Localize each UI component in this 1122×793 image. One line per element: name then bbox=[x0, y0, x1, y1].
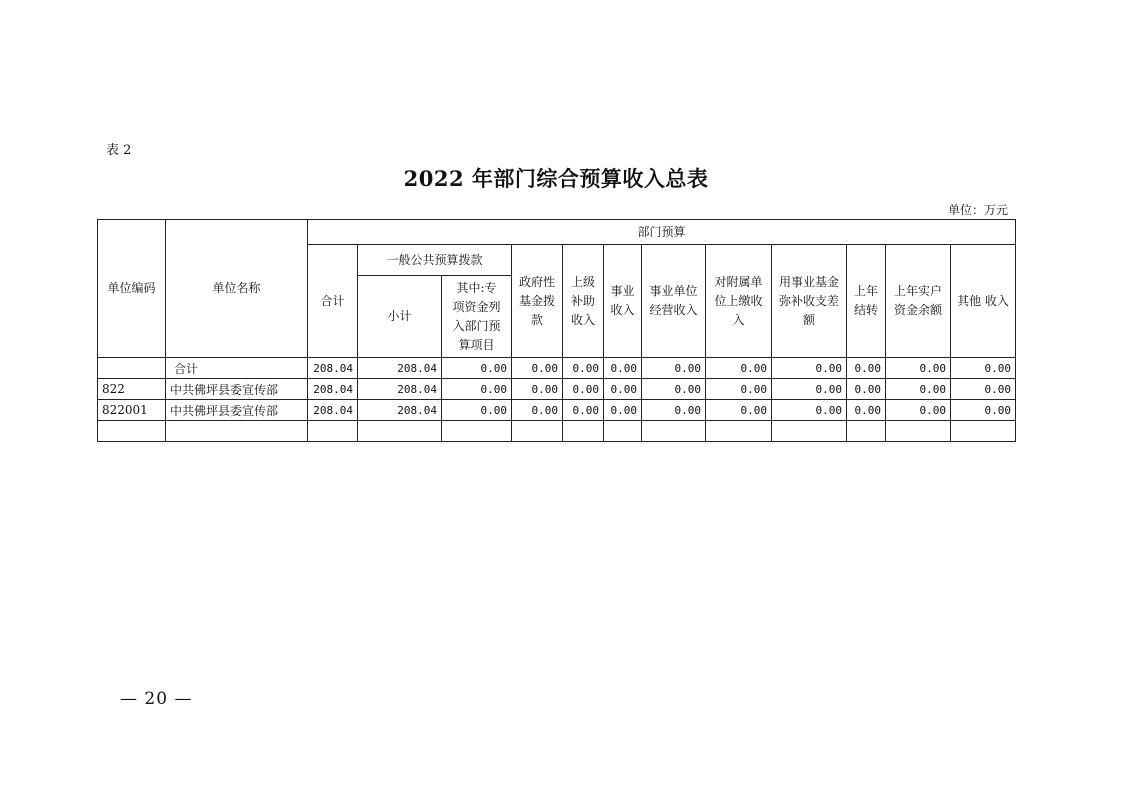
cell-value: 0.00 bbox=[847, 379, 886, 400]
cell-value: 208.04 bbox=[308, 358, 358, 379]
empty-cell bbox=[847, 421, 886, 442]
cell-value: 208.04 bbox=[308, 379, 358, 400]
cell-value: 0.00 bbox=[512, 400, 563, 421]
cell-unit-name: 合计 bbox=[166, 358, 308, 379]
cell-value: 0.00 bbox=[442, 358, 512, 379]
cell-value: 0.00 bbox=[847, 400, 886, 421]
empty-cell bbox=[772, 421, 847, 442]
cell-value: 0.00 bbox=[442, 400, 512, 421]
unit-label: 单位：万元 bbox=[947, 203, 1008, 217]
page-number: — 20 — bbox=[120, 689, 193, 709]
empty-cell bbox=[166, 421, 308, 442]
empty-cell bbox=[563, 421, 604, 442]
empty-cell bbox=[642, 421, 706, 442]
header-business-fund-offset bbox=[772, 245, 847, 358]
header-dept-budget: 部门预算 bbox=[308, 220, 1016, 245]
table-row bbox=[98, 379, 1016, 400]
header-unit-code: 单位编码 bbox=[98, 220, 166, 358]
cell-value: 0.00 bbox=[886, 379, 951, 400]
header-row bbox=[98, 220, 1016, 245]
header-last-year-balance-text: 上年实户资金余额 bbox=[893, 284, 942, 317]
cell-value: 208.04 bbox=[308, 400, 358, 421]
table-row bbox=[98, 400, 1016, 421]
cell-value: 0.00 bbox=[563, 379, 604, 400]
empty-cell bbox=[886, 421, 951, 442]
cell-value: 0.00 bbox=[886, 358, 951, 379]
header-affiliated-payment bbox=[706, 245, 772, 358]
cell-value: 0.00 bbox=[604, 400, 642, 421]
cell-value: 0.00 bbox=[642, 400, 706, 421]
header-last-year-carryover-text: 上年结转 bbox=[853, 284, 878, 317]
cell-value: 0.00 bbox=[706, 358, 772, 379]
table-row bbox=[98, 358, 1016, 379]
cell-value: 0.00 bbox=[563, 400, 604, 421]
cell-value: 0.00 bbox=[847, 358, 886, 379]
header-affiliated-payment-text: 对附属单位上缴收入 bbox=[714, 274, 763, 327]
cell-value: 0.00 bbox=[604, 379, 642, 400]
header-business-income-text: 事业收入 bbox=[610, 284, 635, 317]
empty-cell bbox=[512, 421, 563, 442]
header-business-income bbox=[604, 245, 642, 358]
header-unit-name: 单位名称 bbox=[166, 220, 308, 358]
header-superior-subsidy-text: 上级补助收入 bbox=[570, 274, 595, 327]
header-gov-fund bbox=[512, 245, 563, 358]
cell-value: 0.00 bbox=[512, 358, 563, 379]
cell-value: 0.00 bbox=[951, 358, 1016, 379]
cell-value: 0.00 bbox=[951, 379, 1016, 400]
cell-value: 0.00 bbox=[772, 379, 847, 400]
header-business-fund-offset-text: 用事业基金弥补收支差额 bbox=[778, 274, 839, 327]
header-general-public-budget: 一般公共预算拨款 bbox=[358, 245, 512, 276]
empty-cell bbox=[442, 421, 512, 442]
cell-unit-name: 中共佛坪县委宣传部 bbox=[166, 379, 308, 400]
header-other-income bbox=[951, 245, 1016, 358]
cell-value: 0.00 bbox=[772, 400, 847, 421]
table-label: 表 2 bbox=[106, 143, 132, 158]
cell-value: 208.04 bbox=[358, 400, 442, 421]
cell-value: 208.04 bbox=[358, 358, 442, 379]
page-title: 2022 年部门综合预算收入总表 bbox=[403, 166, 709, 191]
header-last-year-carryover bbox=[847, 245, 886, 358]
header-special-project-text: 其中:专项资金列入部门预算项目 bbox=[452, 280, 501, 352]
empty-cell bbox=[308, 421, 358, 442]
cell-value: 208.04 bbox=[358, 379, 442, 400]
cell-unit-code bbox=[98, 358, 166, 379]
cell-value: 0.00 bbox=[772, 358, 847, 379]
cell-value: 0.00 bbox=[886, 400, 951, 421]
cell-unit-code: 822 bbox=[98, 379, 166, 400]
header-gov-fund-text: 政府性基金拨款 bbox=[518, 274, 555, 327]
empty-cell bbox=[358, 421, 442, 442]
header-last-year-balance bbox=[886, 245, 951, 358]
cell-value: 0.00 bbox=[442, 379, 512, 400]
header-total: 合计 bbox=[308, 245, 358, 358]
cell-value: 0.00 bbox=[604, 358, 642, 379]
cell-unit-code: 822001 bbox=[98, 400, 166, 421]
empty-cell bbox=[98, 421, 166, 442]
cell-value: 0.00 bbox=[642, 379, 706, 400]
cell-value: 0.00 bbox=[512, 379, 563, 400]
cell-value: 0.00 bbox=[706, 379, 772, 400]
cell-unit-name: 中共佛坪县委宣传部 bbox=[166, 400, 308, 421]
header-subtotal: 小计 bbox=[358, 276, 442, 358]
header-special-project bbox=[442, 276, 512, 358]
cell-value: 0.00 bbox=[563, 358, 604, 379]
header-other-income-text: 其他 收入 bbox=[957, 293, 1009, 308]
empty-cell bbox=[706, 421, 772, 442]
empty-cell bbox=[604, 421, 642, 442]
budget-income-table bbox=[97, 219, 1016, 442]
empty-cell bbox=[951, 421, 1016, 442]
header-business-operating bbox=[642, 245, 706, 358]
header-superior-subsidy bbox=[563, 245, 604, 358]
cell-value: 0.00 bbox=[642, 358, 706, 379]
cell-value: 0.00 bbox=[951, 400, 1016, 421]
cell-value: 0.00 bbox=[706, 400, 772, 421]
header-business-operating-text: 事业单位经营收入 bbox=[649, 284, 698, 317]
table-row-empty bbox=[98, 421, 1016, 442]
